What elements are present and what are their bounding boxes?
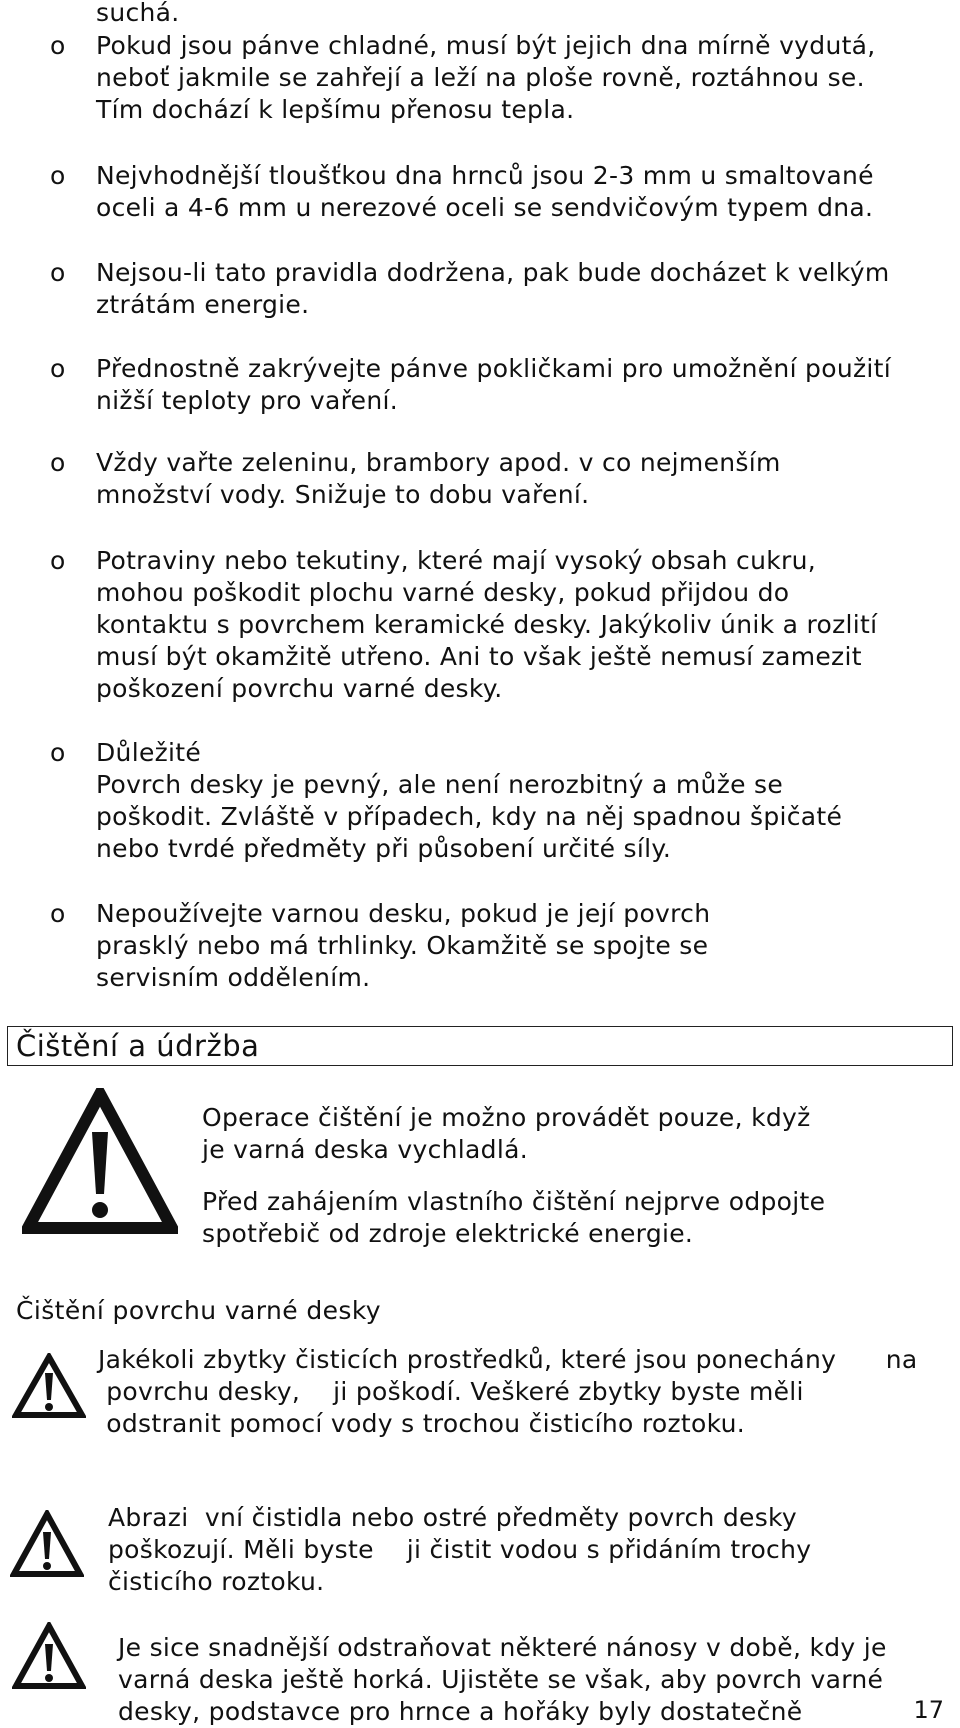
- warning-triangle-icon: [12, 1622, 86, 1690]
- list-item: [50, 30, 930, 126]
- text-line: kontaktu s povrchem keramické desky. Jakýkoliv únik a rozlití: [96, 610, 878, 639]
- list-item: [50, 737, 930, 865]
- bullet-marker: o: [50, 354, 66, 383]
- warning-text: [98, 1344, 918, 1440]
- text-line: servisním oddělením.: [96, 963, 371, 992]
- list-item: [50, 160, 930, 224]
- warning-text: [202, 1102, 825, 1250]
- list-item: [50, 353, 930, 417]
- subsection-heading: Čištění povrchu varné desky: [16, 1296, 381, 1325]
- text-line: Jakékoli zbytky čisticích prostředků, které jsou ponechány na: [98, 1345, 918, 1374]
- text-line: mohou poškodit plochu varné desky, pokud přijdou do: [96, 578, 790, 607]
- text-line: desky, podstavce pro hrnce a hořáky byly dostatečně: [118, 1697, 803, 1726]
- text-line: Přednostně zakrývejte pánve pokličkami pro umožnění použití: [96, 354, 891, 383]
- important-label: Důležité: [96, 738, 202, 767]
- page-number: 17: [913, 1696, 944, 1724]
- text-line: Pokud jsou pánve chladné, musí být jejich dna mírně vydutá,: [96, 31, 876, 60]
- warning-text: [118, 1632, 887, 1728]
- text-line: Před zahájením vlastního čištění nejprve odpojte: [202, 1187, 826, 1216]
- text-line: je varná deska vychladlá.: [202, 1135, 528, 1164]
- text-line: neboť jakmile se zahřejí a leží na ploše rovně, roztáhnou se.: [96, 63, 865, 92]
- text-line: oceli a 4-6 mm u nerezové oceli se sendvičovým typem dna.: [96, 193, 874, 222]
- text-line: prasklý nebo má trhlinky. Okamžitě se spojte se: [96, 931, 709, 960]
- list-item: [50, 257, 930, 321]
- text-line: nižší teploty pro vaření.: [96, 386, 398, 415]
- text-line: povrchu desky, ji poškodí. Veškeré zbytky byste měli: [98, 1377, 804, 1406]
- list-item: [50, 447, 930, 511]
- text-line: Povrch desky je pevný, ale není nerozbitný a může se: [96, 770, 784, 799]
- text-line: varná deska ještě horká. Ujistěte se však, aby povrch varné: [118, 1665, 884, 1694]
- text-line: poškození povrchu varné desky.: [96, 674, 503, 703]
- text-line: Nejvhodnější tloušťkou dna hrnců jsou 2-3 mm u smaltované: [96, 161, 874, 190]
- text-line: [202, 1166, 825, 1186]
- warning-triangle-icon: [12, 1353, 86, 1419]
- warning-text: [108, 1502, 811, 1598]
- text-line: nebo tvrdé předměty při působení určité síly.: [96, 834, 672, 863]
- bullet-marker: o: [50, 738, 66, 767]
- bullet-marker: o: [50, 31, 66, 60]
- list-item: [50, 898, 930, 994]
- text-line: spotřebič od zdroje elektrické energie.: [202, 1219, 694, 1248]
- text-line: čisticího roztoku.: [108, 1567, 325, 1596]
- text-line: Je sice snadnější odstraňovat některé nánosy v době, kdy je: [118, 1633, 887, 1662]
- list-item: [50, 545, 930, 705]
- text-line: Tím dochází k lepšímu přenosu tepla.: [96, 95, 575, 124]
- bullet-marker: o: [50, 448, 66, 477]
- text-line: poškozují. Měli byste ji čistit vodou s přidáním trochy: [108, 1535, 812, 1564]
- bullet-marker: o: [50, 258, 66, 287]
- text-line: Abrazi vní čistidla nebo ostré předměty povrch desky: [108, 1503, 798, 1532]
- text-line: množství vody. Snižuje to dobu vaření.: [96, 480, 590, 509]
- bullet-marker: o: [50, 546, 66, 575]
- text-line: Nepoužívejte varnou desku, pokud je její povrch: [96, 899, 711, 928]
- warning-triangle-icon: [10, 1510, 84, 1578]
- section-heading: Čištění a údržba: [7, 1026, 953, 1066]
- text-line: suchá.: [96, 0, 180, 27]
- text-line: Nejsou-li tato pravidla dodržena, pak bude docházet k velkým: [96, 258, 890, 287]
- text-line: odstranit pomocí vody s trochou čisticího roztoku.: [98, 1409, 745, 1438]
- text-line: Operace čištění je možno provádět pouze, když: [202, 1103, 811, 1132]
- bullet-marker: o: [50, 899, 66, 928]
- text-line: musí být okamžitě utřeno. Ani to však ještě nemusí zamezit: [96, 642, 862, 671]
- text-line: Potraviny nebo tekutiny, které mají vysoký obsah cukru,: [96, 546, 816, 575]
- warning-triangle-icon: [22, 1088, 178, 1234]
- bullet-marker: o: [50, 161, 66, 190]
- list-item: [50, 0, 930, 29]
- text-line: poškodit. Zvláště v případech, kdy na něj spadnou špičaté: [96, 802, 843, 831]
- text-line: Vždy vařte zeleninu, brambory apod. v co nejmenším: [96, 448, 781, 477]
- text-line: ztrátám energie.: [96, 290, 310, 319]
